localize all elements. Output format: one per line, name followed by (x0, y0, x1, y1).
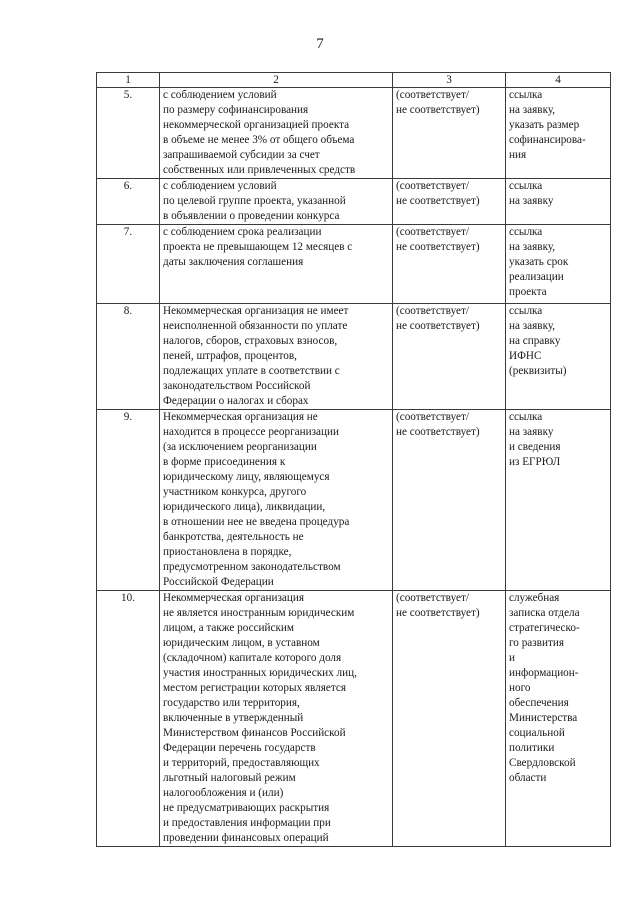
compliance-status: (соответствует/ не соответствует) (393, 410, 506, 591)
criterion-text: с соблюдением условий по целевой группе проекта, указанной в объявлении о проведении конкурса (160, 179, 393, 225)
reference-note: ссылка на заявку, указать размер софинансирова- ния (506, 88, 611, 179)
criterion-text: Некоммерческая организация не имеет неисполненной обязанности по уплате налогов, сборов, страховых взносов, пеней, штрафов, процентов, подлежащих уплате в соответствии с законодательством Российской Федерации о налогах и сборах (160, 304, 393, 410)
compliance-status: (соответствует/ не соответствует) (393, 88, 506, 179)
reference-note: служебная записка отдела стратегическо- го развития и информацион- ного обеспечения Министерства социальной политики Свердловской области (506, 591, 611, 847)
compliance-status: (соответствует/ не соответствует) (393, 304, 506, 410)
criterion-text: Некоммерческая организация не находится в процессе реорганизации (за исключением реорганизации в форме присоединения к юридическому лицу, являющемуся участником конкурса, другого юридического лица), ликвидации, в отношении нее не введена процедура банкротства, деятельность не приостановлена в порядке, предусмотренном законодательством Российской Федерации (160, 410, 393, 591)
compliance-status: (соответствует/ не соответствует) (393, 179, 506, 225)
row-number: 7. (97, 225, 160, 304)
table-row (97, 88, 611, 179)
criteria-table (96, 72, 611, 847)
page-number: 7 (316, 36, 324, 52)
row-number: 6. (97, 179, 160, 225)
row-number: 10. (97, 591, 160, 847)
header-row (97, 73, 611, 88)
criterion-text: с соблюдением срока реализации проекта не превышающем 12 месяцев с даты заключения соглашения (160, 225, 393, 304)
row-number: 9. (97, 410, 160, 591)
criterion-text: с соблюдением условий по размеру софинансирования некоммерческой организацией проекта в объеме не менее 3% от общего объема запрашиваемой субсидии за счет собственных или привлеченных средств (160, 88, 393, 179)
reference-note: ссылка на заявку, на справку ИФНС (реквизиты) (506, 304, 611, 410)
reference-note: ссылка на заявку и сведения из ЕГРЮЛ (506, 410, 611, 591)
column-header-2: 2 (160, 73, 393, 88)
table-row (97, 591, 611, 847)
reference-note: ссылка на заявку (506, 179, 611, 225)
column-header-4: 4 (506, 73, 611, 88)
column-header-1: 1 (97, 73, 160, 88)
table-row (97, 304, 611, 410)
column-header-3: 3 (393, 73, 506, 88)
criterion-text: Некоммерческая организация не является иностранным юридическим лицом, а также российским юридическим лицом, в уставном (складочном) капитале которого доля участия иностранных юридических лиц, местом регистрации которых является государство или территория, включенные в утвержденный Министерством финансов Российской Федерации перечень государств и территорий, предоставляющих льготный налоговый режим налогообложения и (или) не предусматривающих раскрытия и предоставления информации при проведении финансовых операций (160, 591, 393, 847)
compliance-status: (соответствует/ не соответствует) (393, 591, 506, 847)
reference-note: ссылка на заявку, указать срок реализации проекта (506, 225, 611, 304)
table-row (97, 410, 611, 591)
compliance-status: (соответствует/ не соответствует) (393, 225, 506, 304)
row-number: 5. (97, 88, 160, 179)
row-number: 8. (97, 304, 160, 410)
table-row (97, 225, 611, 304)
table-row (97, 179, 611, 225)
